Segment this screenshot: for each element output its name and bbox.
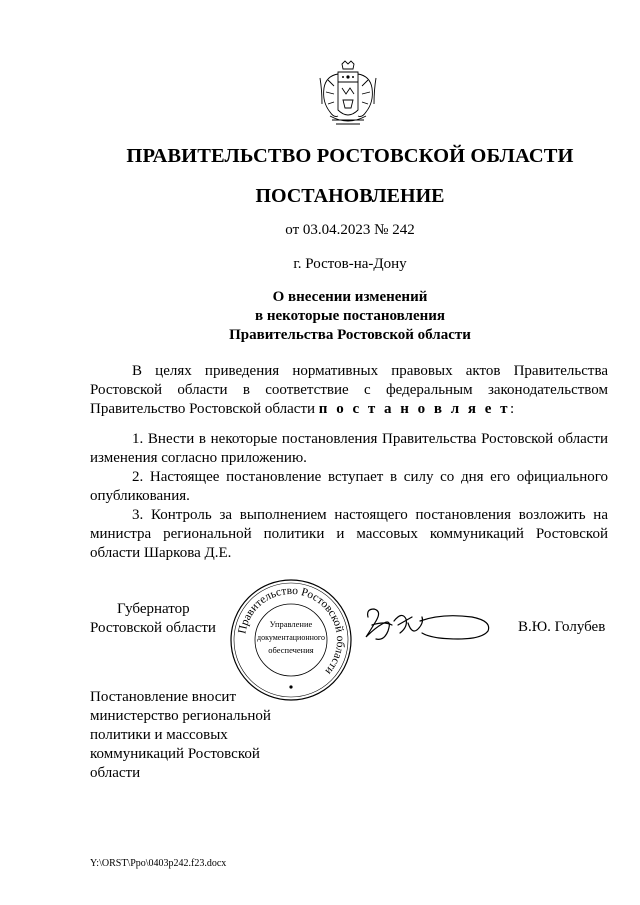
stamp-center-line: документационного xyxy=(257,633,325,642)
submitter-note xyxy=(90,688,310,783)
decree-item: 2. Настоящее постановление вступает в силу со дня его официального опубликования. xyxy=(90,469,608,504)
submitter-line: области xyxy=(90,765,141,781)
submitter-line: политики и массовых xyxy=(90,727,228,743)
stamp-ring-text: Правительство Ростовской области xyxy=(236,584,347,677)
submitter-line: Постановление вносит xyxy=(90,689,237,705)
submitter-line: коммуникаций Ростовской xyxy=(90,746,260,762)
subject-line: в некоторые постановления xyxy=(254,308,446,324)
subject-heading xyxy=(0,288,640,345)
handwritten-signature xyxy=(362,603,494,647)
signatory-title-line: Губернатор xyxy=(117,601,190,617)
preamble-text: В целях приведения нормативных правовых актов Правительства Ростовской области в соответствие с федеральным законодательством Правительство Ростовской области xyxy=(90,363,608,417)
stamp-center-line: обеспечения xyxy=(268,645,314,655)
signatory-title xyxy=(90,600,216,638)
decree-items xyxy=(90,430,608,563)
file-path: Y:\ORST\Ppo\0403p242.f23.docx xyxy=(90,858,227,869)
preamble-colon: : xyxy=(510,401,515,417)
resolves-word: п о с т а н о в л я е т xyxy=(318,401,511,417)
subject-line: Правительства Ростовской области xyxy=(229,327,471,343)
government-title: ПРАВИТЕЛЬСТВО РОСТОВСКОЙ ОБЛАСТИ xyxy=(126,145,574,167)
subject-line: О внесении изменений xyxy=(272,289,428,305)
decree-item: 3. Контроль за выполнением настоящего постановления возложить на министра региональной политики и массовых коммуникаций Ростовской области Шаркова Д.Е. xyxy=(90,507,608,561)
submitter-line: министерство региональной xyxy=(90,708,271,724)
stamp-center-line: Управление xyxy=(269,619,313,629)
date-number-line: от 03.04.2023 № 242 xyxy=(285,222,415,238)
document-type-title: ПОСТАНОВЛЕНИЕ xyxy=(255,185,445,207)
office-stamp xyxy=(228,577,354,703)
decree-item: 1. Внести в некоторые постановления Правительства Ростовской области изменения согласно приложению. xyxy=(90,431,608,466)
city-line: г. Ростов-на-Дону xyxy=(293,256,407,272)
preamble-paragraph xyxy=(90,362,608,419)
signatory-name: В.Ю. Голубев xyxy=(518,619,606,635)
signatory-title-line: Ростовской области xyxy=(90,620,216,636)
coat-of-arms-icon xyxy=(316,60,380,128)
